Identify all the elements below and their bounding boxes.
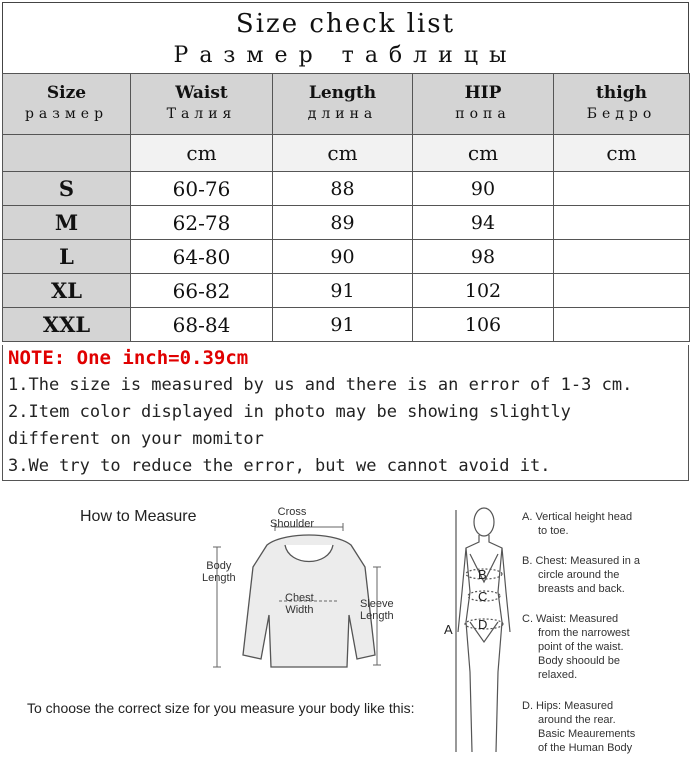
thigh-cell (554, 274, 690, 308)
body-letter-d: D (478, 617, 488, 632)
thigh-cell (554, 240, 690, 274)
unit-cell: cm (554, 135, 690, 172)
length-cell: 88 (273, 172, 413, 206)
length-cell: 90 (273, 240, 413, 274)
header-row (3, 74, 690, 135)
hip-cell: 98 (413, 240, 554, 274)
title-box (2, 2, 689, 74)
header-size: Size размер (3, 74, 131, 135)
hip-cell: 106 (413, 308, 554, 342)
sleeve-length-label: Sleeve Length (360, 598, 394, 622)
waist-cell: 68-84 (131, 308, 273, 342)
description-a: A. Vertical height head to toe. (522, 511, 633, 537)
header-thigh: thigh Бедро (554, 74, 690, 135)
title-russian: Размер таблицы (173, 43, 518, 68)
header-hip: HIP попа (413, 74, 554, 135)
body-letter-a: A (444, 622, 453, 637)
unit-row (3, 135, 690, 172)
note-line: 1.The size is measured by us and there is an error of 1-3 cm. (8, 375, 633, 395)
length-cell: 91 (273, 308, 413, 342)
body-letter-b: B (478, 567, 487, 582)
thigh-cell (554, 206, 690, 240)
chest-width-label: Chest Width (285, 592, 314, 616)
size-cell: M (3, 206, 131, 240)
waist-cell: 66-82 (131, 274, 273, 308)
table-row (3, 240, 690, 274)
unit-cell (3, 135, 131, 172)
choose-size-text: To choose the correct size for you measure your body like this: (27, 700, 415, 716)
description-c: C. Waist: Measured from the narrowest point of the waist. Body shoould be relaxed. (522, 613, 630, 681)
size-cell: L (3, 240, 131, 274)
waist-cell: 64-80 (131, 240, 273, 274)
notes-box (2, 345, 689, 481)
size-cell: XL (3, 274, 131, 308)
how-to-measure-title: How to Measure (80, 508, 197, 525)
hip-cell: 94 (413, 206, 554, 240)
header-waist: Waist Талия (131, 74, 273, 135)
title-english: Size check list (235, 9, 456, 39)
note-line: different on your momitor (8, 429, 264, 449)
human-body-illustration (442, 502, 517, 758)
size-table (2, 73, 690, 342)
description-b: B. Chest: Measured in a circle around the breasts and back. (522, 555, 641, 595)
waist-cell: 60-76 (131, 172, 273, 206)
cross-shoulder-label: Cross Shoulder (270, 506, 315, 530)
hip-cell: 90 (413, 172, 554, 206)
thigh-cell (554, 172, 690, 206)
table-row (3, 172, 690, 206)
unit-cell: cm (131, 135, 273, 172)
header-length: Length длина (273, 74, 413, 135)
note-line: 3.We try to reduce the error, but we cannot avoid it. (8, 456, 551, 476)
length-cell: 91 (273, 274, 413, 308)
waist-cell: 62-78 (131, 206, 273, 240)
note-heading: NOTE: One inch=0.39cm (8, 347, 249, 369)
size-cell: XXL (3, 308, 131, 342)
note-line: 2.Item color displayed in photo may be showing slightly (8, 402, 571, 422)
table-row (3, 274, 690, 308)
length-cell: 89 (273, 206, 413, 240)
body-letter-c: C (478, 589, 488, 604)
hip-cell: 102 (413, 274, 554, 308)
thigh-cell (554, 308, 690, 342)
how-to-measure-section (2, 490, 689, 759)
size-cell: S (3, 172, 131, 206)
description-d: D. Hips: Measured around the rear. Basic Meaurements of the Human Body (522, 700, 636, 754)
table-row (3, 308, 690, 342)
table-row (3, 206, 690, 240)
unit-cell: cm (273, 135, 413, 172)
unit-cell: cm (413, 135, 554, 172)
body-length-label: Body Length (202, 560, 236, 584)
